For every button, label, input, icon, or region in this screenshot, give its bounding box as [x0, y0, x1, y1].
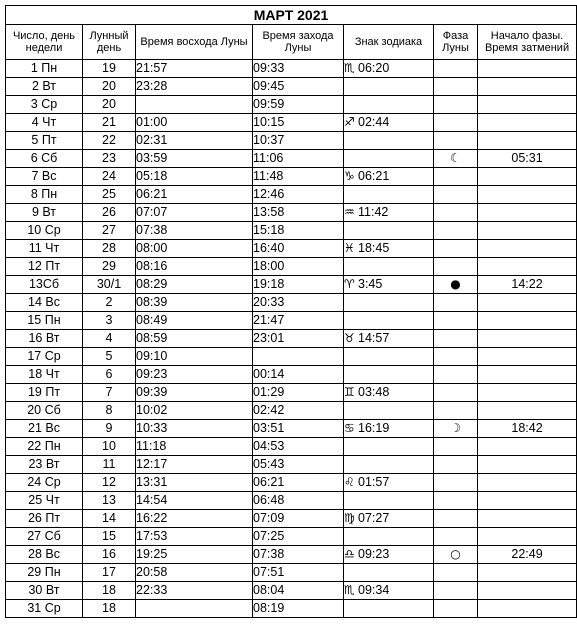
zodiac-cell [344, 546, 434, 564]
moon-phase-cell [434, 420, 478, 438]
lunar-day-cell: 25 [83, 186, 136, 204]
date-cell: 24 Ср [6, 474, 83, 492]
phase-start-cell [478, 582, 577, 600]
moon-phase-cell [434, 438, 478, 456]
moonset-cell: 13:58 [253, 204, 344, 222]
moon-phase-cell [434, 78, 478, 96]
moon-phase-cell [434, 528, 478, 546]
moonrise-cell: 08:16 [136, 258, 253, 276]
moonrise-cell: 11:18 [136, 438, 253, 456]
moonset-cell: 06:48 [253, 492, 344, 510]
moonset-cell: 10:37 [253, 132, 344, 150]
phase-start-cell [478, 348, 577, 366]
header-lunar-day: Лунный день [83, 25, 136, 60]
moonset-cell: 05:43 [253, 456, 344, 474]
lunar-day-cell: 4 [83, 330, 136, 348]
table-row [6, 384, 577, 402]
moonrise-cell: 10:02 [136, 402, 253, 420]
zodiac-cell [344, 78, 434, 96]
moonset-cell: 07:51 [253, 564, 344, 582]
table-row [6, 60, 577, 78]
zodiac-cell [344, 456, 434, 474]
zodiac-cell [344, 186, 434, 204]
zodiac-cell [344, 510, 434, 528]
zodiac-time: 09:23 [358, 547, 390, 561]
header-zodiac: Знак зодиака [344, 25, 434, 60]
moonset-cell: 12:46 [253, 186, 344, 204]
moon-phase-cell [434, 366, 478, 384]
moonset-cell: 09:45 [253, 78, 344, 96]
moonrise-cell: 08:39 [136, 294, 253, 312]
phase-start-cell [478, 492, 577, 510]
date-cell: 19 Пт [6, 384, 83, 402]
header-moonset: Время захода Луны [253, 25, 344, 60]
zodiac-sign-icon: ♉ [344, 331, 355, 345]
lunar-day-cell: 20 [83, 78, 136, 96]
moonset-cell: 15:18 [253, 222, 344, 240]
table-row [6, 348, 577, 366]
phase-start-cell [478, 528, 577, 546]
moon-phase-cell [434, 492, 478, 510]
zodiac-time: 14:57 [358, 331, 390, 345]
lunar-day-cell: 17 [83, 564, 136, 582]
moonrise-cell: 08:00 [136, 240, 253, 258]
lunar-day-cell: 26 [83, 204, 136, 222]
zodiac-cell [344, 240, 434, 258]
moon-phase-cell [434, 258, 478, 276]
moon-phase-icon: ☽ [450, 421, 461, 435]
lunar-day-cell: 15 [83, 528, 136, 546]
phase-start-cell [478, 366, 577, 384]
moon-phase-cell [434, 222, 478, 240]
zodiac-cell [344, 420, 434, 438]
moon-phase-cell [434, 294, 478, 312]
table-row [6, 222, 577, 240]
moonset-cell: 10:15 [253, 114, 344, 132]
date-cell: 3 Ср [6, 96, 83, 114]
lunar-day-cell: 8 [83, 402, 136, 420]
zodiac-sign-icon: ♌ [344, 475, 355, 489]
table-row [6, 546, 577, 564]
zodiac-cell [344, 492, 434, 510]
phase-start-cell [478, 186, 577, 204]
zodiac-cell [344, 132, 434, 150]
zodiac-time: 01:57 [358, 475, 390, 489]
table-row [6, 186, 577, 204]
moon-phase-cell [434, 402, 478, 420]
moonrise-cell: 06:21 [136, 186, 253, 204]
date-cell: 23 Вт [6, 456, 83, 474]
moonrise-cell: 08:49 [136, 312, 253, 330]
moonset-cell: 07:09 [253, 510, 344, 528]
moonset-cell: 19:18 [253, 276, 344, 294]
moonset-cell: 16:40 [253, 240, 344, 258]
zodiac-time: 03:48 [358, 385, 390, 399]
moon-phase-cell [434, 204, 478, 222]
phase-start-cell: 18:42 [478, 420, 577, 438]
moonset-cell: 02:42 [253, 402, 344, 420]
phase-start-cell [478, 402, 577, 420]
zodiac-cell [344, 258, 434, 276]
moon-phase-icon: ● [450, 277, 461, 291]
moonset-cell: 09:59 [253, 96, 344, 114]
phase-start-cell [478, 96, 577, 114]
moonset-cell: 01:29 [253, 384, 344, 402]
phase-start-cell [478, 330, 577, 348]
moonrise-cell: 21:57 [136, 60, 253, 78]
zodiac-cell [344, 366, 434, 384]
moonrise-cell: 17:53 [136, 528, 253, 546]
date-cell: 13Сб [6, 276, 83, 294]
table-row [6, 330, 577, 348]
lunar-day-cell: 14 [83, 510, 136, 528]
date-cell: 12 Пт [6, 258, 83, 276]
lunar-day-cell: 27 [83, 222, 136, 240]
phase-start-cell [478, 258, 577, 276]
zodiac-cell [344, 312, 434, 330]
table-row [6, 78, 577, 96]
moon-phase-cell [434, 384, 478, 402]
moonrise-cell: 19:25 [136, 546, 253, 564]
moon-phase-cell [434, 96, 478, 114]
lunar-day-cell: 6 [83, 366, 136, 384]
lunar-day-cell: 18 [83, 600, 136, 618]
moonrise-cell: 23:28 [136, 78, 253, 96]
lunar-day-cell: 29 [83, 258, 136, 276]
phase-start-cell [478, 456, 577, 474]
phase-start-cell: 22:49 [478, 546, 577, 564]
zodiac-cell [344, 402, 434, 420]
zodiac-cell [344, 204, 434, 222]
phase-start-cell: 05:31 [478, 150, 577, 168]
moonrise-cell: 09:10 [136, 348, 253, 366]
table-row [6, 528, 577, 546]
table-row [6, 420, 577, 438]
zodiac-sign-icon: ♍ [344, 511, 355, 525]
moon-phase-cell [434, 474, 478, 492]
zodiac-time: 06:20 [358, 61, 390, 75]
zodiac-time: 07:27 [358, 511, 390, 525]
date-cell: 14 Вс [6, 294, 83, 312]
phase-start-cell [478, 510, 577, 528]
lunar-day-cell: 28 [83, 240, 136, 258]
moonset-cell: 06:21 [253, 474, 344, 492]
date-cell: 4 Чт [6, 114, 83, 132]
phase-start-cell [478, 168, 577, 186]
zodiac-sign-icon: ♋ [344, 421, 355, 435]
moonrise-cell: 08:29 [136, 276, 253, 294]
zodiac-cell [344, 222, 434, 240]
phase-start-cell [478, 600, 577, 618]
table-row [6, 150, 577, 168]
zodiac-sign-icon: ♎ [344, 547, 355, 561]
phase-start-cell [478, 240, 577, 258]
zodiac-cell [344, 150, 434, 168]
date-cell: 10 Ср [6, 222, 83, 240]
date-cell: 15 Пн [6, 312, 83, 330]
moonrise-cell: 22:33 [136, 582, 253, 600]
table-title: МАРТ 2021 [6, 6, 577, 25]
date-cell: 7 Вс [6, 168, 83, 186]
zodiac-cell [344, 348, 434, 366]
moonrise-cell: 02:31 [136, 132, 253, 150]
date-cell: 17 Ср [6, 348, 83, 366]
phase-start-cell [478, 204, 577, 222]
moon-phase-icon: ☾ [450, 151, 461, 165]
table-row [6, 132, 577, 150]
phase-start-cell [478, 132, 577, 150]
moonrise-cell [136, 600, 253, 618]
header-row [6, 25, 577, 60]
zodiac-cell [344, 600, 434, 618]
moonset-cell: 07:38 [253, 546, 344, 564]
zodiac-cell [344, 384, 434, 402]
table-row [6, 582, 577, 600]
zodiac-cell [344, 294, 434, 312]
date-cell: 29 Пн [6, 564, 83, 582]
moonrise-cell: 13:31 [136, 474, 253, 492]
date-cell: 25 Чт [6, 492, 83, 510]
moon-phase-cell [434, 600, 478, 618]
zodiac-cell [344, 96, 434, 114]
phase-start-cell: 14:22 [478, 276, 577, 294]
table-row [6, 312, 577, 330]
table-row [6, 240, 577, 258]
table-row [6, 564, 577, 582]
phase-start-cell [478, 60, 577, 78]
table-row [6, 474, 577, 492]
zodiac-sign-icon: ♏ [344, 61, 355, 75]
table-row [6, 600, 577, 618]
moon-phase-cell [434, 456, 478, 474]
date-cell: 5 Пт [6, 132, 83, 150]
moonrise-cell: 07:38 [136, 222, 253, 240]
date-cell: 21 Вс [6, 420, 83, 438]
table-row [6, 510, 577, 528]
moon-phase-cell [434, 276, 478, 294]
table-row [6, 402, 577, 420]
moonset-cell: 18:00 [253, 258, 344, 276]
zodiac-cell [344, 474, 434, 492]
moonset-cell: 23:01 [253, 330, 344, 348]
lunar-day-cell: 10 [83, 438, 136, 456]
date-cell: 31 Ср [6, 600, 83, 618]
date-cell: 22 Пн [6, 438, 83, 456]
zodiac-cell [344, 564, 434, 582]
moonrise-cell: 09:39 [136, 384, 253, 402]
table-row [6, 276, 577, 294]
zodiac-time: 18:45 [358, 241, 390, 255]
moon-phase-cell [434, 510, 478, 528]
date-cell: 16 Вт [6, 330, 83, 348]
zodiac-sign-icon: ♒ [344, 205, 355, 219]
moon-phase-icon: ○ [450, 547, 461, 561]
table-row [6, 258, 577, 276]
lunar-day-cell: 24 [83, 168, 136, 186]
table-row [6, 456, 577, 474]
date-cell: 1 Пн [6, 60, 83, 78]
lunar-day-cell: 18 [83, 582, 136, 600]
moon-phase-cell [434, 546, 478, 564]
moonset-cell [253, 348, 344, 366]
moonrise-cell: 01:00 [136, 114, 253, 132]
table-row [6, 114, 577, 132]
date-cell: 6 Сб [6, 150, 83, 168]
zodiac-time: 11:42 [358, 205, 389, 219]
lunar-day-cell: 12 [83, 474, 136, 492]
zodiac-time: 16:19 [358, 421, 390, 435]
date-cell: 9 Вт [6, 204, 83, 222]
table-row [6, 168, 577, 186]
phase-start-cell [478, 78, 577, 96]
zodiac-cell [344, 276, 434, 294]
lunar-day-cell: 11 [83, 456, 136, 474]
table-row [6, 492, 577, 510]
moonset-cell: 11:48 [253, 168, 344, 186]
header-phase: Фаза Луны [434, 25, 478, 60]
moon-phase-cell [434, 240, 478, 258]
date-cell: 11 Чт [6, 240, 83, 258]
zodiac-cell [344, 438, 434, 456]
table-row [6, 438, 577, 456]
moon-phase-cell [434, 168, 478, 186]
zodiac-cell [344, 330, 434, 348]
zodiac-sign-icon: ♏ [344, 583, 355, 597]
date-cell: 18 Чт [6, 366, 83, 384]
date-cell: 28 Вс [6, 546, 83, 564]
moon-phase-cell [434, 114, 478, 132]
zodiac-sign-icon: ♊ [344, 385, 355, 399]
table-row [6, 366, 577, 384]
header-moonrise: Время восхода Луны [136, 25, 253, 60]
zodiac-sign-icon: ♐ [344, 115, 355, 129]
moonset-cell: 11:06 [253, 150, 344, 168]
moonrise-cell: 05:18 [136, 168, 253, 186]
moon-phase-cell [434, 60, 478, 78]
zodiac-cell [344, 60, 434, 78]
moonrise-cell: 07:07 [136, 204, 253, 222]
phase-start-cell [478, 438, 577, 456]
moon-phase-cell [434, 564, 478, 582]
zodiac-time: 06:21 [358, 169, 390, 183]
zodiac-time: 02:44 [358, 115, 390, 129]
phase-start-cell [478, 222, 577, 240]
date-cell: 20 Сб [6, 402, 83, 420]
lunar-day-cell: 22 [83, 132, 136, 150]
moonset-cell: 20:33 [253, 294, 344, 312]
moonrise-cell [136, 96, 253, 114]
moon-phase-cell [434, 330, 478, 348]
lunar-day-cell: 23 [83, 150, 136, 168]
moon-phase-cell [434, 186, 478, 204]
lunar-day-cell: 13 [83, 492, 136, 510]
moon-phase-cell [434, 150, 478, 168]
moonset-cell: 00:14 [253, 366, 344, 384]
lunar-day-cell: 19 [83, 60, 136, 78]
zodiac-time: 3:45 [358, 277, 383, 291]
zodiac-sign-icon: ♑ [344, 169, 355, 183]
lunar-day-cell: 20 [83, 96, 136, 114]
moon-calendar-table [5, 5, 577, 618]
moonset-cell: 21:47 [253, 312, 344, 330]
moonrise-cell: 03:59 [136, 150, 253, 168]
moonrise-cell: 10:33 [136, 420, 253, 438]
phase-start-cell [478, 564, 577, 582]
title-row [6, 6, 577, 25]
zodiac-cell [344, 582, 434, 600]
lunar-day-cell: 5 [83, 348, 136, 366]
lunar-day-cell: 2 [83, 294, 136, 312]
lunar-day-cell: 30/1 [83, 276, 136, 294]
lunar-day-cell: 7 [83, 384, 136, 402]
moonrise-cell: 12:17 [136, 456, 253, 474]
moonset-cell: 08:19 [253, 600, 344, 618]
moon-phase-cell [434, 312, 478, 330]
moonrise-cell: 14:54 [136, 492, 253, 510]
phase-start-cell [478, 114, 577, 132]
lunar-day-cell: 16 [83, 546, 136, 564]
zodiac-cell [344, 114, 434, 132]
moonset-cell: 04:53 [253, 438, 344, 456]
phase-start-cell [478, 294, 577, 312]
moonset-cell: 09:33 [253, 60, 344, 78]
moon-phase-cell [434, 582, 478, 600]
lunar-day-cell: 9 [83, 420, 136, 438]
date-cell: 2 Вт [6, 78, 83, 96]
date-cell: 26 Пт [6, 510, 83, 528]
zodiac-cell [344, 168, 434, 186]
zodiac-time: 09:34 [358, 583, 390, 597]
date-cell: 27 Сб [6, 528, 83, 546]
moonrise-cell: 08:59 [136, 330, 253, 348]
zodiac-cell [344, 528, 434, 546]
table-row [6, 96, 577, 114]
phase-start-cell [478, 474, 577, 492]
table-row [6, 294, 577, 312]
date-cell: 30 Вт [6, 582, 83, 600]
moonset-cell: 03:51 [253, 420, 344, 438]
zodiac-sign-icon: ♈ [344, 277, 355, 291]
date-cell: 8 Пн [6, 186, 83, 204]
moon-phase-cell [434, 132, 478, 150]
phase-start-cell [478, 384, 577, 402]
moonset-cell: 08:04 [253, 582, 344, 600]
moonrise-cell: 20:58 [136, 564, 253, 582]
moonrise-cell: 16:22 [136, 510, 253, 528]
phase-start-cell [478, 312, 577, 330]
table-row [6, 204, 577, 222]
zodiac-sign-icon: ♓ [344, 241, 355, 255]
moonrise-cell: 09:23 [136, 366, 253, 384]
header-phase-start: Начало фазы. Время затмений [478, 25, 577, 60]
lunar-day-cell: 21 [83, 114, 136, 132]
lunar-day-cell: 3 [83, 312, 136, 330]
moon-phase-cell [434, 348, 478, 366]
moonset-cell: 07:25 [253, 528, 344, 546]
header-date: Число, день недели [6, 25, 83, 60]
